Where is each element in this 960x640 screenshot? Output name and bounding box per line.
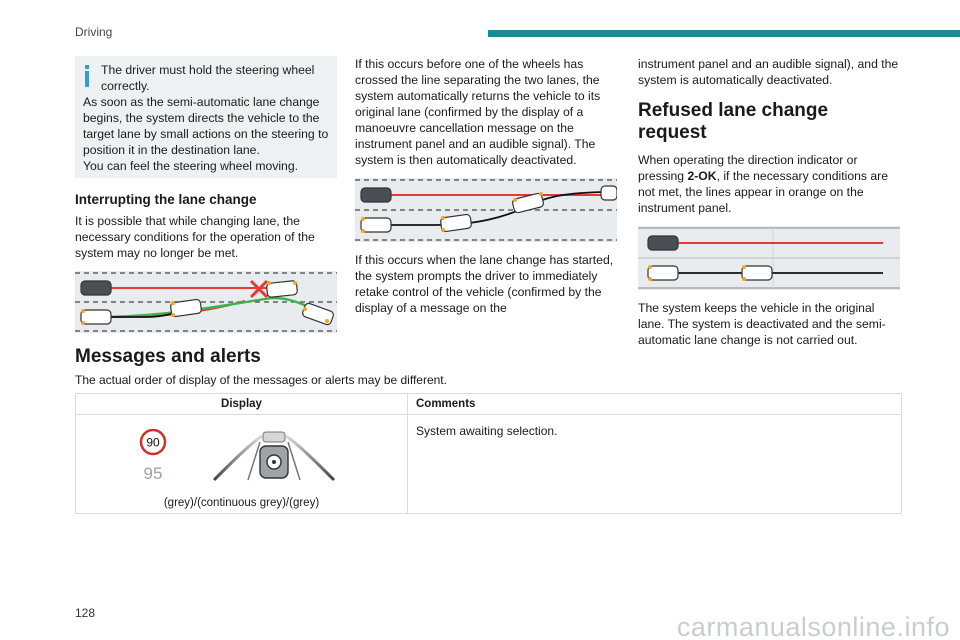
header-accent-bar [488,30,960,37]
cancel-after-start-text: If this occurs when the lane change has started, the system prompts the driver to immediately retake control of the vehicle (confirmed by the display of a message on the [355,253,614,315]
svg-text:95: 95 [143,464,163,483]
continued-text: instrument panel and an audible signal), and the system is automatically deactivated. [638,57,899,87]
comment-text: System awaiting selection. [416,424,558,438]
refused-body-1: When operating the direction indicator or pressing 2-OK, if the necessary conditions are not met, the lines appear in orange on the instrument panel. [638,153,888,215]
lane-assist-car-icon [204,430,344,482]
note-line-3: You can feel the steering wheel moving. [83,159,298,173]
refused-heading: Refused lane change request [638,100,829,143]
column-3 [638,56,900,348]
refused-body-2: The system keeps the vehicle in the original lane. The system is deactivated and the semi-automatic lane change is not carried out. [638,301,886,347]
column-divider [407,394,408,513]
note-line-2: As soon as the semi-automatic lane change begins, the system directs the vehicle to the target lane by small actions on the steering to position it in the destination lane. [83,95,329,157]
col-display-header: Display [221,398,262,410]
messages-table [75,393,902,514]
key-2ok: 2-OK [687,169,717,183]
info-icon [83,62,91,90]
messages-subtitle: The actual order of display of the messages or alerts may be different. [75,373,447,387]
watermark: carmanualsonline.info [676,612,950,640]
messages-heading: Messages and alerts [75,346,261,367]
table-header [76,394,901,415]
interrupt-body: It is possible that while changing lane, the necessary conditions for the operation of the system may no longer be met. [75,214,315,260]
column-1 [75,56,337,333]
svg-text:90: 90 [146,435,160,450]
info-note [75,56,337,178]
interrupt-diagram [75,271,337,333]
return-lane-diagram [355,178,617,242]
column-2 [355,56,617,316]
refused-diagram [638,226,900,290]
note-line-1: The driver must hold the steering wheel correctly. [101,63,315,93]
interrupt-heading: Interrupting the lane change [75,192,257,207]
page-number: 128 [75,606,96,620]
speed-limit-icon [136,429,186,487]
cancel-before-crossing-text: If this occurs before one of the wheels has crossed the line separating the two lanes, the system automatically returns the vehicle to its original lane (confirmed by the display of a manoeuvre cancellation message on the instrument panel and an audible signal). The system is then automatically deactivated. [355,57,601,167]
col-comments-header: Comments [416,398,476,410]
section-label: Driving [75,25,113,39]
display-caption: (grey)/(continuous grey)/(grey) [163,497,320,509]
